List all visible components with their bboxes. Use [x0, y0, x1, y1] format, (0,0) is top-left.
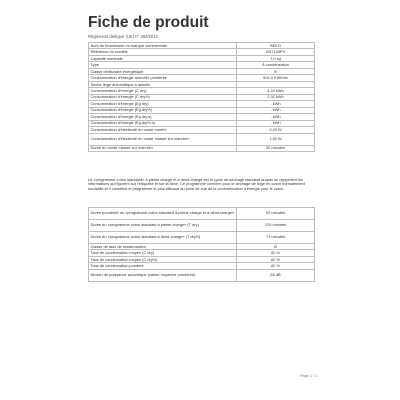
spec-label: Consommation d'énergie (Eg dry) [89, 101, 237, 107]
spec-label: Consommation d'électricité en mode «laissé sur marche» [89, 133, 237, 145]
spec-label: Classe de taux de condensation [89, 244, 237, 250]
spec-value: DS7133PX [237, 49, 315, 55]
spec-label: Sèche-linge automatique à lamelle [89, 81, 237, 87]
spec-value: À condensation [237, 62, 315, 68]
spec-label: Type [89, 62, 237, 68]
spec-label: Consommation d'énergie annuelle pondérée [89, 75, 237, 81]
spec-value: 82 % [237, 256, 315, 262]
spec-value: BEKO [237, 43, 315, 49]
spec-value: 1,00 W [237, 133, 315, 145]
spec-value: 65 dB [237, 269, 315, 281]
spec-value: B [237, 244, 315, 250]
spec-value: 120 minutes [237, 220, 315, 232]
spec-value: 71 minutes [237, 232, 315, 244]
spec-label: Consommation d'énergie (C dry½) [89, 94, 237, 100]
spec-value: 92 minutes [237, 208, 315, 220]
regulation-subtitle: Règlement délégué (UE) n° 392/2012 [88, 34, 158, 39]
spec-label: Taux de condensation pondéré [89, 263, 237, 269]
table-row [89, 133, 315, 145]
spec-value: - kWh [237, 114, 315, 120]
table-row [89, 208, 315, 220]
page-title: Fiche de produit [88, 14, 209, 31]
spec-value: - kWh [237, 120, 315, 126]
product-specs-table [88, 42, 315, 152]
spec-value: 0,43 W [237, 127, 315, 133]
page-number: Page 1 / 1 [300, 374, 318, 378]
spec-label: Nom du fournisseur ou marque commerciale [89, 43, 237, 49]
spec-label: Durée pondérée du «programme coton standard à pleine charge et à demi-charge» [89, 208, 237, 220]
spec-label: Consommation d'énergie (Eg dry½) [89, 107, 237, 113]
spec-value: 82 % [237, 263, 315, 269]
spec-label: Classe d'efficacité énergétique [89, 68, 237, 74]
spec-label: Durée du mode «laissé sur marche» [89, 145, 237, 151]
spec-label: Taux de condensation moyen (C dry½) [89, 256, 237, 262]
spec-value: 82 % [237, 250, 315, 256]
table-row [89, 269, 315, 281]
spec-value: - kWh [237, 101, 315, 107]
spec-value: 4,20 kWh [237, 88, 315, 94]
spec-label: Consommation d'énergie (Eg dry,a) [89, 114, 237, 120]
standard-programme-paragraph: Le «programme coton standard» à pleine charge et à demi-charge est le cycle de séchage standard auquel se rapportent les informations qui figurent sur l'étiquette et sur la fiche. Ce programme convient pour le séchage de linge en coton normalement humidifié et il constitue le programme le plus efficace du point de vue de la consommation d'énergie pour le coton. [88, 177, 305, 191]
spec-value: B [237, 68, 315, 74]
spec-label: Durée du «programme coton standard à demi-charge» (T dry½) [89, 232, 237, 244]
spec-label: Référence du modèle [89, 49, 237, 55]
spec-label: Consommation d'électricité en mode «arrêt» [89, 127, 237, 133]
table-row [89, 232, 315, 244]
spec-label: Durée du «programme coton standard à pleine charge» (T dry) [89, 220, 237, 232]
spec-label: Consommation d'énergie (Eg dry½,a) [89, 120, 237, 126]
spec-label: Niveau de puissance acoustique (valeur moyenne pondérée) [89, 269, 237, 281]
spec-label: Capacité nominale [89, 55, 237, 61]
spec-value: 7,0 kg [237, 55, 315, 61]
spec-value: - kWh [237, 107, 315, 113]
programme-specs-table [88, 207, 315, 282]
table-row [89, 145, 315, 151]
spec-value: 2,31 kWh [237, 94, 315, 100]
spec-label: Taux de condensation moyen (C dry) [89, 250, 237, 256]
spec-value: 504,0 KWh/an [237, 75, 315, 81]
spec-value: 30 minutes [237, 145, 315, 151]
table-row [89, 220, 315, 232]
spec-label: Consommation d'énergie (C dry) [89, 88, 237, 94]
